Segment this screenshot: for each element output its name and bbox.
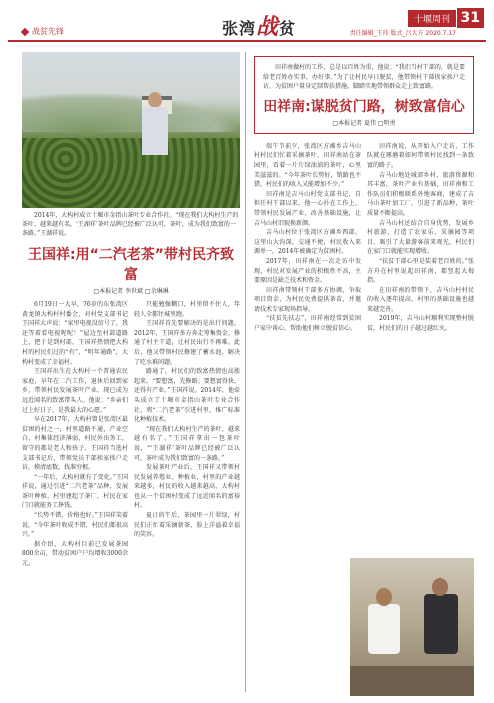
paragraph: 2017年，田祥南在一次走访中发现，村民对发展产业的积极性不高，主要原因是缺乏技术和资金。: [254, 257, 361, 285]
paragraph: 6月19日一大早，76岁的东张湾区黄龙镇大构村村委会，对村党支部书记王国祥大声说：“家里电视没信号了，我还等着看电视呢呢！”屋边至村部道路上，把于是到村部，王国祥热情把大构村的村民们过的“有”，“明年通路”，大构村变成了幸福村。: [22, 301, 128, 366]
paragraph: 田祥南带领村干部多方协调，争取项目资金，为村民免费提供茶苗，并邀请技术专家现场指导。: [254, 286, 361, 313]
photo-person-1-body: [368, 604, 400, 654]
paragraph: 吉马山地处城郊乡村，旅游资源和其丰富，茶叶产业有基础，田祥南和工作队员们积极联系外地客商，建成了吉马山茶叶加工厂，引进了新品种，茶叶质量不断提高。: [367, 171, 474, 217]
article-columns: [22, 300, 240, 696]
paragraph: 在田祥南的带领下，吉马山村村民的收入逐年提高，村里的基础设施也越来越完善。: [367, 286, 474, 313]
paragraph: 吉马山村还结合自身优势，发展乡村旅游，打造了农家乐、采摘园等项目，吸引了大量游客前来观光，村民们在家门口就能实现增收。: [367, 219, 474, 256]
paragraph: “现在我们大构村生产的茶叶，越来越有名了。”王国祥拿出一包茶叶说，“‘王湖祥’茶叶品牌已经被广泛认可，茶叶成为我们致富的一条路。”: [134, 425, 240, 462]
paragraph: 据介绍，大构村目前已发展茶园800余亩，带动贫困户户均增收3000余元。: [22, 540, 128, 568]
paragraph: “长势不错，价格也好。”王国祥笑着说，“今年茶叶收成不错，村民们都很高兴。”: [22, 512, 128, 539]
photo-hills: [22, 92, 240, 132]
tea-field-photo: [22, 52, 240, 208]
photo-person-head: [148, 92, 162, 108]
intro-box: [254, 56, 474, 134]
paragraph: 只能勉强糊口，村里留不住人，年轻人全都往城里跑。: [134, 301, 240, 318]
article-title: 王国祥:用“二汽老茶”带村民齐致富: [27, 247, 234, 283]
brand-suffix: 贫: [279, 19, 297, 38]
column-brand: [222, 10, 296, 41]
paragraph: 吉马山村位于张湾区方滩乡西部，这里山大沟深，交通不便，村民收入来源单一，2014年被确定为贫困村。: [254, 229, 361, 256]
section-tag: [22, 26, 64, 37]
diamond-icon: [21, 27, 29, 35]
paragraph: 2019年，吉马山村顺利实现整村脱贫，村民们的日子越过越红火。: [367, 315, 474, 333]
paragraph: 早在2017年，大构村曾是张湾区最贫困的村之一，村里道路不通，产业空白，村集体经济薄弱，村民外出务工，留守的都是老人和孩子。王国祥当选村支部书记后，带领党员干部挨家挨户走访，摸清底数，找准穷根。: [22, 416, 128, 472]
photo-person-1-head: [376, 588, 392, 606]
edit-info: 责任编辑_王玮 版式_吕大方 2020.7.17: [349, 30, 456, 37]
photo-person: [140, 92, 170, 172]
page-header: [0, 0, 494, 44]
article-columns: [254, 142, 474, 562]
paragraph: 夏日的午后，茶园里一片翠绿，村民们正忙着采摘新茶，脸上洋溢着幸福的笑容。: [134, 512, 240, 539]
photo-person-2-body: [424, 594, 458, 654]
article-column-2: [134, 300, 240, 696]
paragraph: “扶贫先扶志”，田祥南经常到贫困户家中谈心，帮助他们树立脱贫信心。: [254, 315, 361, 333]
paragraph: 王国祥出生在大构村一个普通农民家庭，早年在二汽工作，退休后回到家乡，带领村民发展茶叶产业，现已成为远近闻名的致富带头人。他说：“乡亲们过上好日子，是我最大的心愿。”: [22, 368, 128, 414]
article-byline: □本报记者 李世斌 □余琳琳: [93, 288, 169, 295]
brand-emphasis: 战: [256, 14, 280, 40]
left-article: [22, 52, 240, 696]
article-column-1: [22, 300, 128, 696]
column-divider: [245, 52, 246, 692]
photo-tea-bushes: [22, 138, 240, 208]
paragraph: 王国祥首先要解决的是出行问题。2012年，王国祥多方奔走筹集资金，修通了村主干道，让村民出行不再难。此后，他又带领村民修建了蓄水池，解决了吃水难问题。: [134, 320, 240, 366]
issue-label: 十堰周刊: [408, 10, 456, 27]
paragraph: 端午节前夕，张湾区方滩乡吉马山村村民们忙着采摘茶叶，田祥南站在茶园里，看着一片片绿油油的茶叶，心里美滋滋的。“今年茶叶长势好，销路也不错，村民们的收入又能增加不少。”: [254, 142, 361, 189]
paragraph: 路通了，村民们的致富热情也高涨起来。“要想富，先修路；要想富得快，还得有产业。”王国祥说。2014年，他牵头成立了十堰市金指山茶叶专业合作社，将“二汽老茶”引进村里，推广标准化种植技术。: [134, 368, 240, 424]
photo-person-2-head: [432, 578, 448, 596]
article-column-2: [367, 142, 474, 562]
article-column-1: [254, 142, 361, 562]
photo-person-body: [142, 107, 168, 155]
photo-caption: 2014年，大构村成立十堰市金指山茶叶专业合作社。“现在我们大构村生产的茶叶，越来越有名，‘王湖祥’茶叶品牌已经被广泛认可，茶叶，成为我们致富的一条路。”王湖祥说。: [22, 212, 239, 237]
paragraph: “扶贫干部心里是装着老百姓的。”张方舟在村里说起田祥南，都竖起大拇指。: [367, 257, 474, 285]
brand-prefix: 张湾: [222, 19, 257, 38]
photo-floor: [350, 666, 474, 696]
interview-photo: [350, 558, 474, 696]
right-article: [254, 56, 474, 562]
article-title: 田祥南:谋脱贫门路，树致富信心: [263, 98, 465, 115]
header-rule: [8, 40, 486, 42]
section-label: 战贫先锋: [32, 27, 64, 36]
paragraph: “一年后，大构村就有了变化。”王国祥说，通过引进“二汽老茶”品种，发展茶叶种植，村里建起了茶厂，村民在家门口就能务工挣钱。: [22, 473, 128, 510]
paragraph: 发展茶叶产业后，王国祥又带领村民发展养殖业、种植业，村里的产业越来越多，村民的收入越来越高，大构村也从一个贫困村变成了远近闻名的富裕村。: [134, 464, 240, 510]
paragraph: 田祥南说，从开始入户走访，工作队就在琢磨着如何带领村民找到一条致富的路子。: [367, 142, 474, 169]
page-number: 31: [457, 8, 484, 28]
intro-text: 田祥南做村的工作，总是以百姓为重，他说：“我们当村干部的，就是要给老百姓办实事，办好事。”为了让村民早日脱贫，他带领村干部挨家挨户走访，为贫困户量身定制帮扶措施，脚踏实地带领群众走上致富路。: [263, 64, 465, 91]
paragraph: 田祥南是吉马山村党支部书记，自担任村干部以来，他一心扑在工作上，带领村民发展产业，改善基础设施，让吉马山村旧貌换新颜。: [254, 190, 361, 227]
article-byline: □本报记者 夏伟 □明勇: [332, 119, 396, 127]
